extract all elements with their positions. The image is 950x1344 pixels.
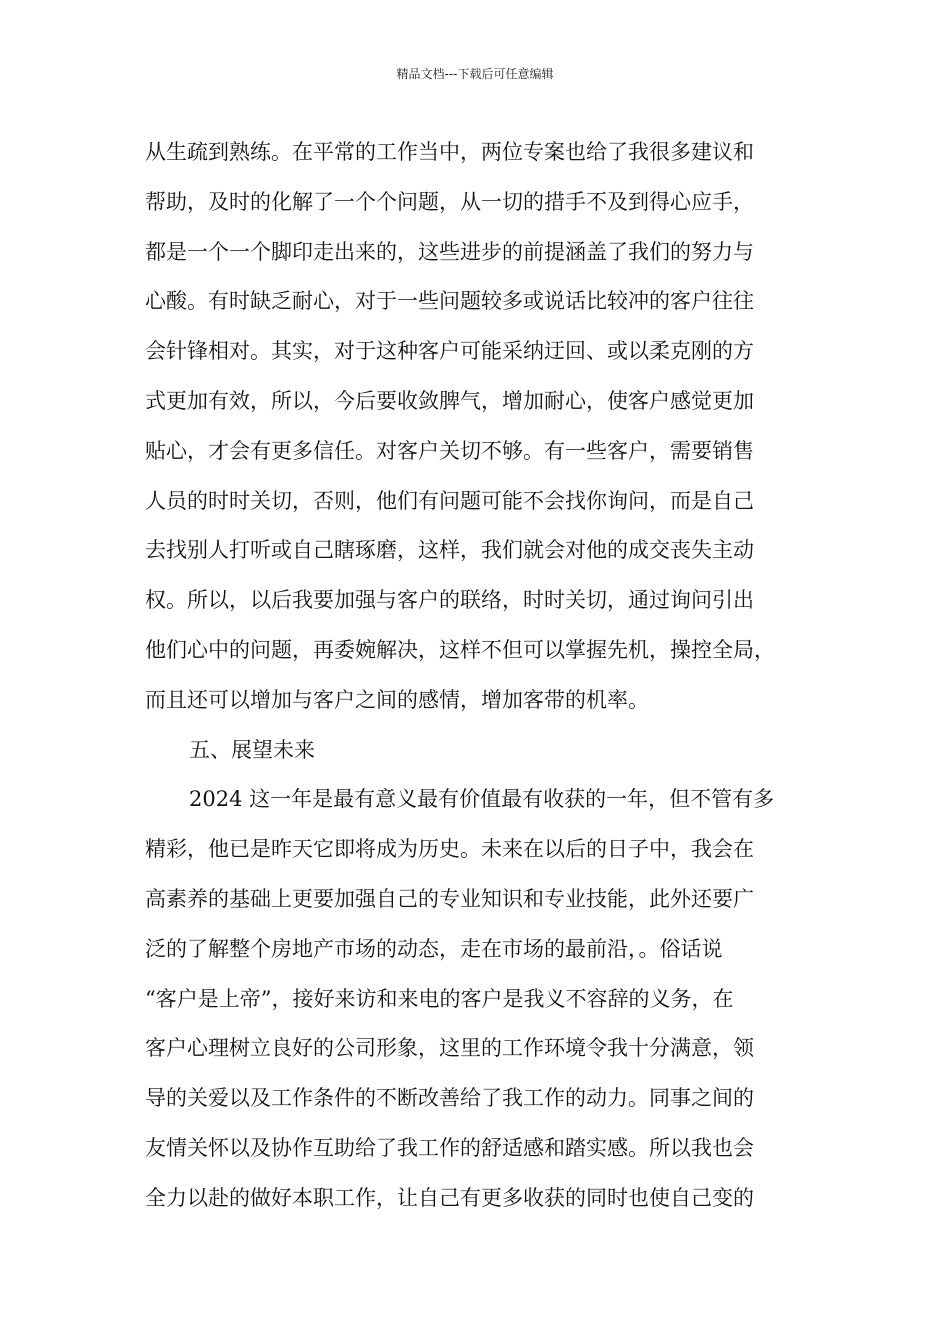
text-line: 而且还可以增加与客户之间的感情，增加客带的机率。 xyxy=(145,687,649,712)
text-line: 导的关爱以及工作条件的不断改善给了我工作的动力。同事之间的 xyxy=(145,1086,754,1111)
text-line: 权。所以，以后我要加强与客户的联络，时时关切，通过询问引出 xyxy=(145,588,754,613)
text-line: 2024 这一年是最有意义最有价值最有收获的一年，但不管有多 xyxy=(189,787,775,812)
text-line: 帮助，及时的化解了一个个问题，从一切的措手不及到得心应手， xyxy=(145,189,754,214)
text-line: 都是一个一个脚印走出来的，这些进步的前提涵盖了我们的努力与 xyxy=(145,239,754,264)
page-header: 精品文档---下载后可任意编辑 xyxy=(396,67,554,81)
text-line: 泛的了解整个房地产市场的动态，走在市场的最前沿，。俗话说 xyxy=(145,936,723,961)
text-line: 精彩，他已是昨天它即将成为历史。未来在以后的日子中，我会在 xyxy=(145,837,754,862)
document-body xyxy=(145,128,825,1224)
text-line: 式更加有效，所以，今后要收敛脾气，增加耐心，使客户感觉更加 xyxy=(145,388,754,413)
text-line: 从生疏到熟练。在平常的工作当中，两位专案也给了我很多建议和 xyxy=(145,140,754,164)
text-line: 客户心理树立良好的公司形象，这里的工作环境令我十分满意，领 xyxy=(145,1036,754,1061)
text-line: 贴心，才会有更多信任。对客户关切不够。有一些客户，需要销售 xyxy=(145,438,754,463)
text-line: 人员的时时关切，否则，他们有问题可能不会找你询问，而是自己 xyxy=(145,488,754,513)
text-line: “客户是上帝”，接好来访和来电的客户是我义不容辞的义务，在 xyxy=(145,986,734,1011)
text-line: 全力以赴的做好本职工作，让自己有更多收获的同时也使自己变的 xyxy=(145,1185,754,1210)
text-line: 会针锋相对。其实，对于这种客户可能采纳迂回、或以柔克刚的方 xyxy=(145,339,754,364)
text-line: 友情关怀以及协作互助给了我工作的舒适感和踏实感。所以我也会 xyxy=(145,1135,754,1160)
text-line: 心酸。有时缺乏耐心，对于一些问题较多或说话比较冲的客户往往 xyxy=(145,289,754,314)
text-line: 高素养的基础上更要加强自己的专业知识和专业技能，此外还要广 xyxy=(145,886,754,911)
text-line: 去找别人打听或自己瞎琢磨，这样，我们就会对他的成交丧失主动 xyxy=(145,538,754,563)
text-line: 五、展望未来 xyxy=(189,737,315,762)
text-line: 他们心中的问题，再委婉解决，这样不但可以掌握先机，操控全局， xyxy=(145,637,775,662)
